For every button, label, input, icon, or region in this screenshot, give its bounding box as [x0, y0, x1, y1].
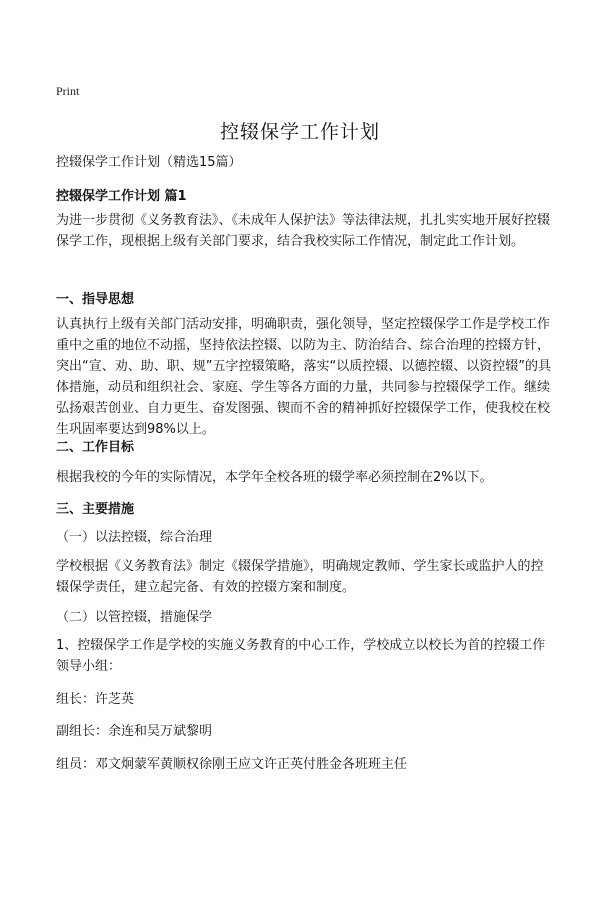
- section-goals-body: 根据我校的今年的实际情况，本学年全校各班的辍学率必须控制在2%以下。: [56, 470, 493, 485]
- page-title: 控辍保学工作计划: [219, 121, 380, 143]
- group-members: 组员：邓文炯蒙军黄顺权徐刚王应文许正英付胜金各班班主任: [56, 757, 408, 772]
- subtitle: 控辍保学工作计划（精选15篇）: [56, 155, 242, 170]
- measure-1-title: （一）以法控辍，综合治理: [56, 530, 213, 545]
- intro-paragraph: 为进一步贯彻《义务教育法》、《未成年人保护法》等法律法规，扎扎实实地开展好控辍保学工作，现根据上级有关部门要求，结合我校实际工作情况，制定此工作计划。: [56, 213, 551, 249]
- group-leader: 组长：许芝英: [56, 692, 135, 707]
- section-goals-title: 二、工作目标: [56, 440, 135, 455]
- measure-2-title: （二）以管控辍，措施保学: [56, 610, 213, 625]
- measure-1-body: 学校根据《义务教育法》制定《辍保学措施》，明确规定教师、学生家长或监护人的控辍保学责任，建立起完备、有效的控辍方案和制度。: [56, 559, 544, 595]
- measure-2-item-1: 1、控辍保学工作是学校的实施义务教育的中心工作，学校成立以校长为首的控辍工作领导小组：: [56, 638, 546, 674]
- group-vice-leader: 副组长：余连和吴万斌黎明: [56, 724, 213, 739]
- print-label[interactable]: Print: [56, 84, 80, 98]
- section-measures-title: 三、主要措施: [56, 502, 135, 517]
- article-heading: 控辍保学工作计划 篇1: [56, 189, 187, 204]
- section-guiding-ideology-title: 一、指导思想: [56, 292, 135, 307]
- section-guiding-ideology-body: 认真执行上级有关部门活动安排，明确职责，强化领导，坚定控辍保学工作是学校工作重中之重的地位不动摇，坚持依法控辍、以防为主、防治结合、综合治理的控辍方针，突出“宣、劝、助、职、规”五字控辍策略，落实“以质控辍、以德控辍、以资控辍”的具体措施，动员和组织社会、家庭、学生等各方面的力量，共同参与控辍保学工作。继续弘扬艰苦创业、自力更生、奋发图强、锲而不舍的精神抓好控辍保学工作，使我校在校生巩固率要达到98%以上。: [56, 317, 551, 437]
